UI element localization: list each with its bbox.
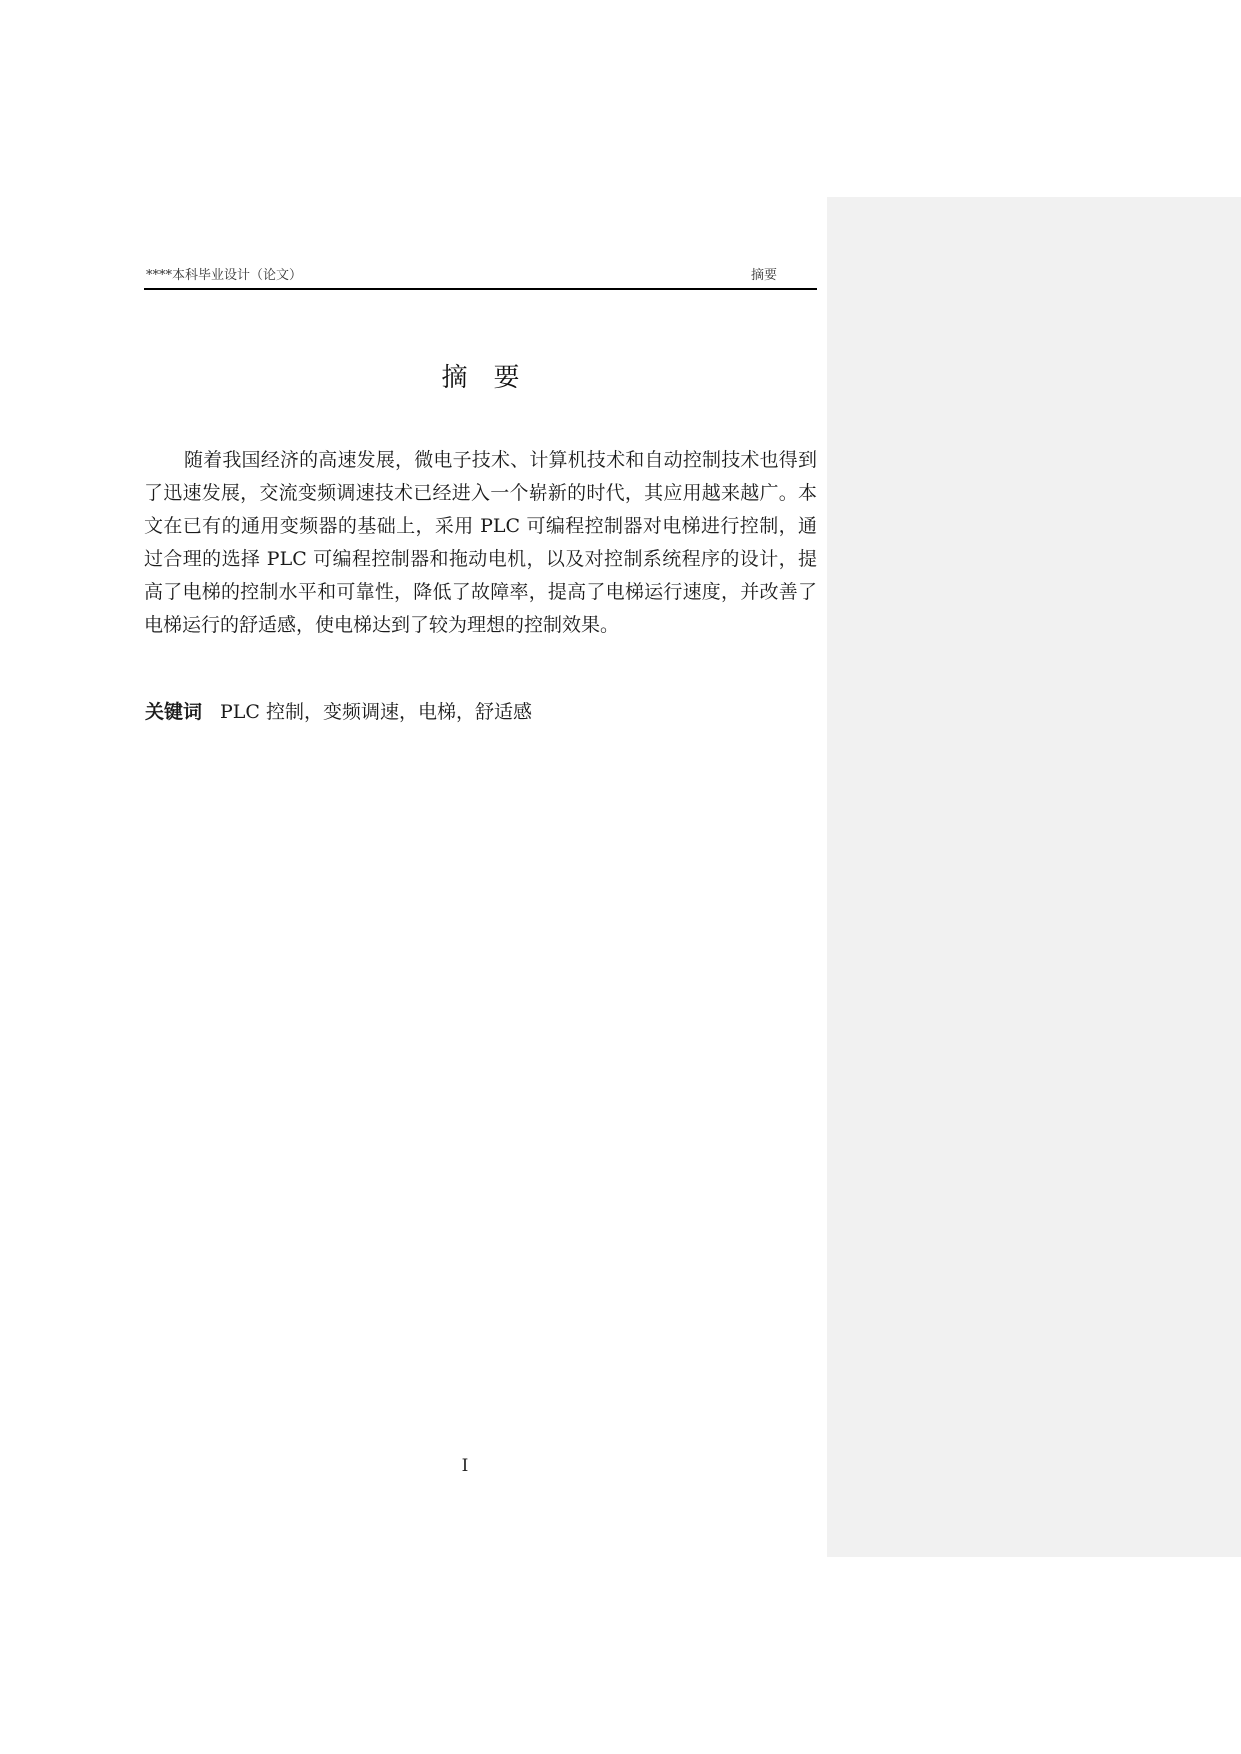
page-number: I bbox=[461, 1456, 469, 1476]
running-header bbox=[144, 266, 817, 290]
keywords-text: PLC 控制，变频调速，电梯，舒适感 bbox=[220, 701, 532, 723]
header-thesis-label: ****本科毕业设计（论文） bbox=[146, 268, 303, 283]
header-section-label: 摘要 bbox=[750, 268, 777, 283]
keywords-line bbox=[145, 697, 818, 727]
comment-margin-pane bbox=[827, 197, 1241, 1557]
page-title: 摘要 bbox=[441, 363, 546, 393]
keywords-label: 关键词 bbox=[145, 701, 203, 723]
abstract-paragraph: 随着我国经济的高速发展，微电子技术、计算机技术和自动控制技术也得到了迅速发展，交流变频调速技术已经进入一个崭新的时代，其应用越来越广。本文在已有的通用变频器的基础上，采用 PLC 可编程控制器对电梯进行控制，通过合理的选择 PLC 可编程控制器和拖动电机，以及对控制系统程序的设计，提高了电梯的控制水平和可靠性，降低了故障率，提高了电梯运行速度，并改善了电梯运行的舒适感，使电梯达到了较为理想的控制效果。 bbox=[144, 449, 817, 636]
